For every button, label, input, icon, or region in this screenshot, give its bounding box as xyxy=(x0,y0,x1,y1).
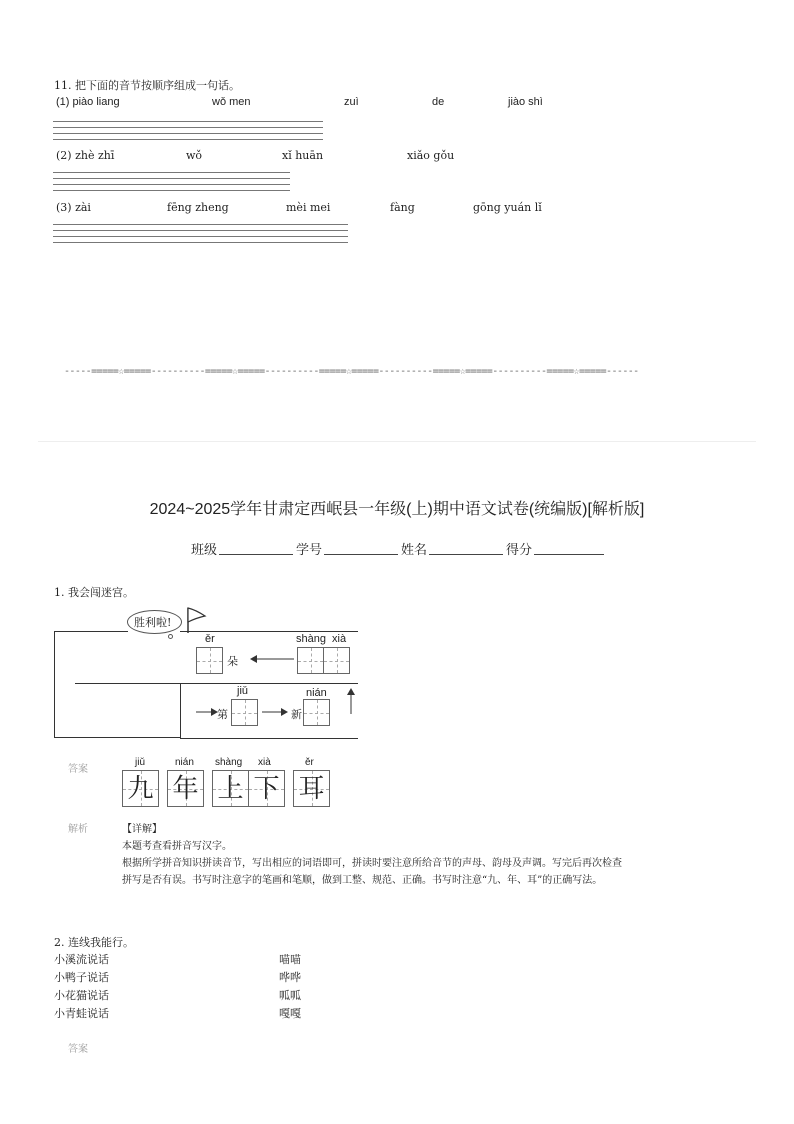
maze-tianzi-box[interactable] xyxy=(303,699,330,726)
answer-pinyin: nián xyxy=(175,757,194,768)
analysis-line: 根据所学拼音知识拼读音节，写出相应的词语即可，拼读时要注意所给音节的声母、韵母及声调。写完后再次检查 xyxy=(122,858,622,869)
match-right-item[interactable]: 嘎嘎 xyxy=(279,1007,301,1020)
question-1-title: 1. 我会闯迷宫。 xyxy=(54,586,134,599)
maze-tianzi-box[interactable] xyxy=(196,647,223,674)
maze-tianzi-box[interactable] xyxy=(297,647,324,674)
field-score-label: 得分 xyxy=(506,542,533,557)
field-name-label: 姓名 xyxy=(401,542,428,557)
maze-pinyin: shàng xyxy=(296,633,326,645)
answer-label: 答案 xyxy=(68,1044,88,1055)
match-left-item[interactable]: 小青蛙说话 xyxy=(54,1007,109,1020)
answer-pinyin: jiǔ xyxy=(135,757,146,768)
q11-row1-cell: de xyxy=(432,96,445,108)
question-2-title: 2. 连线我能行。 xyxy=(54,936,134,949)
answer-pinyin: ěr xyxy=(305,757,314,768)
answer-tianzi-box xyxy=(293,770,330,807)
q11-row1-cell: wǒ men xyxy=(212,96,251,108)
separator-line: -----=====☆=====----------=====☆=====----------=====☆=====----------=====☆=====----------=====☆=====------ xyxy=(64,366,639,377)
q11-row3-cell: fēng zheng xyxy=(167,201,229,214)
analysis-line: 【详解】 xyxy=(122,824,162,835)
page-divider xyxy=(38,441,756,442)
answer-char: 年 xyxy=(172,774,199,804)
field-class-label: 班级 xyxy=(191,542,218,557)
arrow-right-icon xyxy=(262,707,288,717)
match-left-item[interactable]: 小鸭子说话 xyxy=(54,971,109,984)
q11-row3-cell: mèi mei xyxy=(286,201,331,214)
exam-title: 2024~2025学年甘肃定西岷县一年级(上)期中语文试卷(统编版)[解析版] xyxy=(149,501,645,518)
q11-row1-cell: zuì xyxy=(344,96,359,108)
analysis-label: 解析 xyxy=(68,824,88,835)
arrow-up-icon xyxy=(346,688,356,714)
arrow-left-icon xyxy=(250,654,296,664)
q11-row3-cell: (3) zài xyxy=(56,201,91,214)
arrow-right-icon xyxy=(196,707,218,717)
maze-tianzi-box[interactable] xyxy=(323,647,350,674)
answer-tianzi-box xyxy=(212,770,249,807)
answer-pinyin: xià xyxy=(258,757,271,768)
answer-tianzi-box xyxy=(122,770,159,807)
speech-bubble-text: 胜利啦! xyxy=(134,616,172,629)
q11-row1-cell: jiào shì xyxy=(508,96,543,108)
maze-pinyin: xià xyxy=(332,633,347,645)
question-11-title: 11. 把下面的音节按顺序组成一句话。 xyxy=(54,79,240,92)
answer-char: 耳 xyxy=(298,774,325,804)
flag-icon xyxy=(185,606,207,634)
match-left-item[interactable]: 小溪流说话 xyxy=(54,953,109,966)
maze-char: 第 xyxy=(217,708,228,721)
q11-row3-cell: fàng xyxy=(390,201,415,214)
match-right-item[interactable]: 喵喵 xyxy=(279,953,301,966)
bubble-tail xyxy=(168,634,173,639)
answer-char: 九 xyxy=(127,774,154,804)
field-name-blank[interactable] xyxy=(429,554,503,555)
field-number-blank[interactable] xyxy=(324,554,398,555)
match-right-item[interactable]: 哗哗 xyxy=(279,971,301,984)
q11-row3-cell: gōng yuán lǐ xyxy=(473,201,542,214)
q11-row2-cell: xǐ huān xyxy=(282,149,324,162)
field-score-blank[interactable] xyxy=(534,554,604,555)
answer-char: 下 xyxy=(253,774,280,804)
maze-pinyin: ěr xyxy=(205,633,215,645)
match-right-item[interactable]: 呱呱 xyxy=(279,989,301,1002)
field-class-blank[interactable] xyxy=(219,554,293,555)
q11-row2-cell: wǒ xyxy=(186,149,203,162)
answer-tianzi-box xyxy=(167,770,204,807)
answer-char: 上 xyxy=(217,774,244,804)
field-number-label: 学号 xyxy=(296,542,323,557)
maze-pinyin: nián xyxy=(306,687,327,699)
maze-pinyin: jiǔ xyxy=(237,685,249,697)
answer-label: 答案 xyxy=(68,764,88,775)
match-left-item[interactable]: 小花猫说话 xyxy=(54,989,109,1002)
q11-row1-cell: (1) piào liang xyxy=(56,96,120,108)
answer-tianzi-box xyxy=(248,770,285,807)
maze-char: 朵 xyxy=(227,655,238,668)
q11-row2-cell: (2) zhè zhī xyxy=(56,149,115,162)
maze-tianzi-box[interactable] xyxy=(231,699,258,726)
answer-pinyin: shàng xyxy=(215,757,243,768)
maze-char: 新 xyxy=(291,708,302,721)
q11-row2-cell: xiǎo gǒu xyxy=(407,149,455,162)
analysis-line: 本题考查看拼音写汉字。 xyxy=(122,841,232,852)
analysis-line: 拼写是否有误。书写时注意字的笔画和笔顺，做到工整、规范、正确。书写时注意“九、年、耳”的正确写法。 xyxy=(122,875,603,886)
